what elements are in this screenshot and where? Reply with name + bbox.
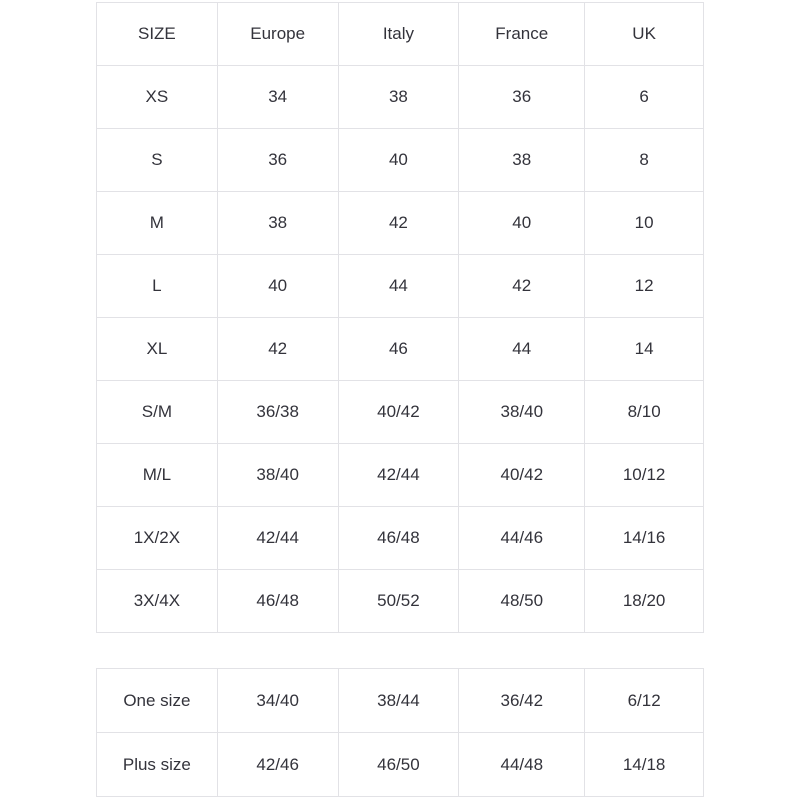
table-row [97, 255, 704, 318]
cell-italy: 40 [338, 129, 459, 192]
row-label: M [97, 192, 218, 255]
row-label: S/M [97, 381, 218, 444]
row-label: S [97, 129, 218, 192]
cell-uk: 14 [585, 318, 704, 381]
cell-france: 40/42 [459, 444, 585, 507]
cell-europe: 36 [217, 129, 338, 192]
row-label: L [97, 255, 218, 318]
table-row [97, 318, 704, 381]
cell-uk: 6 [585, 66, 704, 129]
secondary-table-body [97, 669, 704, 797]
cell-italy: 42 [338, 192, 459, 255]
cell-europe: 42 [217, 318, 338, 381]
cell-italy: 42/44 [338, 444, 459, 507]
cell-italy: 38/44 [338, 669, 459, 733]
table-row [97, 192, 704, 255]
cell-uk: 10/12 [585, 444, 704, 507]
table-row [97, 66, 704, 129]
cell-france: 36/42 [459, 669, 585, 733]
table-row [97, 669, 704, 733]
cell-uk: 14/18 [585, 733, 704, 797]
table-row [97, 570, 704, 633]
cell-uk: 8/10 [585, 381, 704, 444]
cell-europe: 38/40 [217, 444, 338, 507]
cell-italy: 46/48 [338, 507, 459, 570]
column-header-italy: Italy [338, 3, 459, 66]
cell-france: 36 [459, 66, 585, 129]
column-header-uk: UK [585, 3, 704, 66]
cell-france: 38 [459, 129, 585, 192]
row-label: Plus size [97, 733, 218, 797]
table-body [97, 66, 704, 633]
cell-france: 44 [459, 318, 585, 381]
row-label: XL [97, 318, 218, 381]
table-row [97, 129, 704, 192]
cell-europe: 42/46 [217, 733, 338, 797]
column-header-france: France [459, 3, 585, 66]
row-label: 1X/2X [97, 507, 218, 570]
row-label: M/L [97, 444, 218, 507]
cell-europe: 42/44 [217, 507, 338, 570]
main-size-table [96, 2, 704, 633]
cell-italy: 40/42 [338, 381, 459, 444]
cell-uk: 12 [585, 255, 704, 318]
table-header [97, 3, 704, 66]
cell-france: 38/40 [459, 381, 585, 444]
table-row [97, 733, 704, 797]
column-header-europe: Europe [217, 3, 338, 66]
cell-france: 42 [459, 255, 585, 318]
cell-italy: 46 [338, 318, 459, 381]
cell-uk: 10 [585, 192, 704, 255]
main-size-table-wrapper [96, 2, 704, 633]
table-row [97, 381, 704, 444]
column-header-size: SIZE [97, 3, 218, 66]
cell-europe: 46/48 [217, 570, 338, 633]
cell-uk: 6/12 [585, 669, 704, 733]
table-row [97, 444, 704, 507]
table-row [97, 507, 704, 570]
cell-france: 48/50 [459, 570, 585, 633]
cell-europe: 38 [217, 192, 338, 255]
cell-uk: 14/16 [585, 507, 704, 570]
cell-italy: 44 [338, 255, 459, 318]
cell-france: 40 [459, 192, 585, 255]
cell-france: 44/48 [459, 733, 585, 797]
cell-italy: 38 [338, 66, 459, 129]
secondary-size-table [96, 668, 704, 797]
row-label: XS [97, 66, 218, 129]
table-header-row [97, 3, 704, 66]
cell-uk: 18/20 [585, 570, 704, 633]
cell-europe: 40 [217, 255, 338, 318]
cell-uk: 8 [585, 129, 704, 192]
cell-france: 44/46 [459, 507, 585, 570]
cell-europe: 34/40 [217, 669, 338, 733]
secondary-size-table-wrapper [96, 668, 704, 797]
row-label: One size [97, 669, 218, 733]
cell-italy: 50/52 [338, 570, 459, 633]
row-label: 3X/4X [97, 570, 218, 633]
cell-italy: 46/50 [338, 733, 459, 797]
cell-europe: 34 [217, 66, 338, 129]
cell-europe: 36/38 [217, 381, 338, 444]
